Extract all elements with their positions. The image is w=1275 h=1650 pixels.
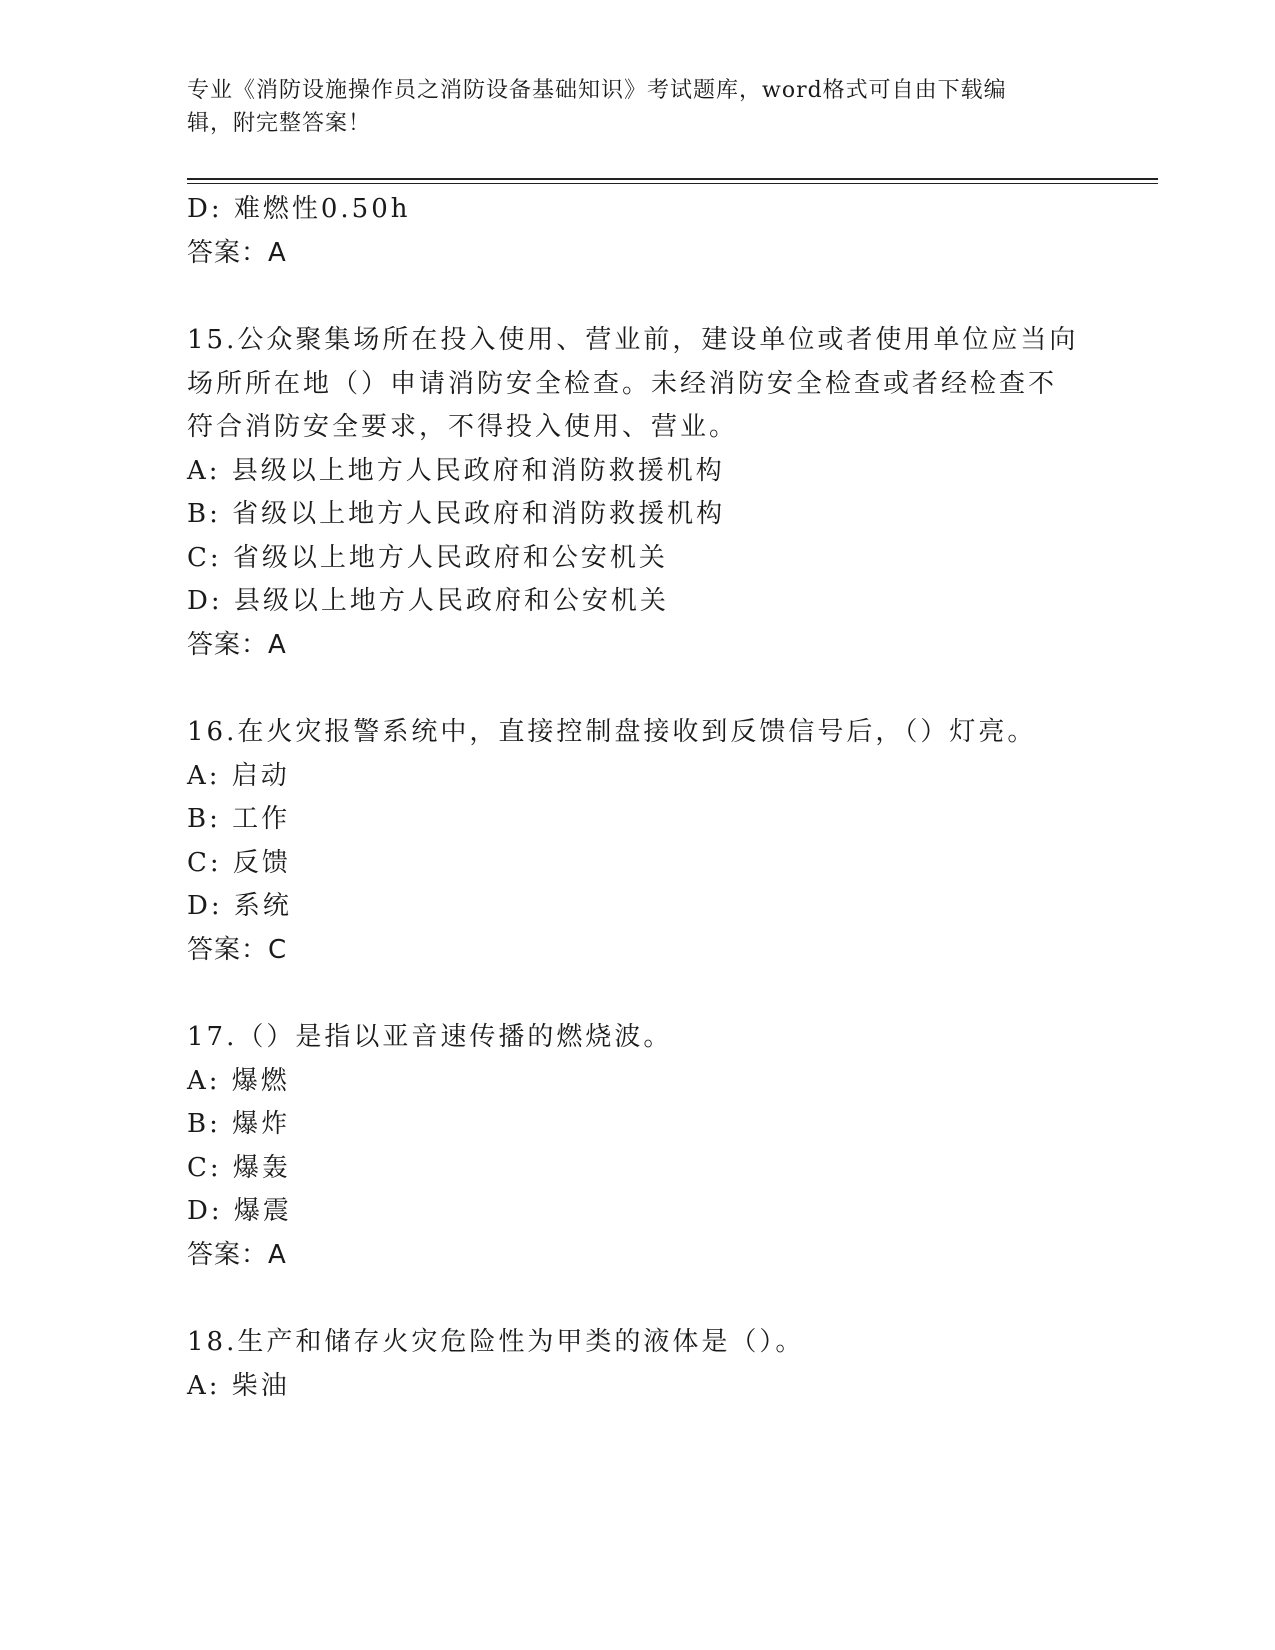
option-d: D: 难燃性0.50h: [187, 194, 411, 224]
option-b: B: 工作: [187, 804, 291, 834]
option-b: B: 省级以上地方人民政府和消防救援机构: [187, 499, 726, 529]
header-divider-thin: [187, 183, 1158, 184]
option-d: D: 县级以上地方人民政府和公安机关: [187, 586, 669, 616]
header-line-1: 专业《消防设施操作员之消防设备基础知识》考试题库，word格式可自由下载编: [187, 78, 1007, 103]
option-a: A: 柴油: [187, 1371, 290, 1401]
option-b: B: 爆炸: [187, 1109, 291, 1139]
question-stem-line: 场所所在地（）申请消防安全检查。未经消防安全检查或者经检查不: [187, 369, 1058, 399]
question-stem-line: 15.公众聚集场所在投入使用、营业前，建设单位或者使用单位应当向: [187, 325, 1079, 355]
option-d: D: 爆震: [187, 1196, 292, 1226]
question-stem-line: 18.生产和储存火灾危险性为甲类的液体是（）。: [187, 1327, 805, 1357]
answer-line: 答案：A: [187, 238, 287, 268]
option-c: C: 爆轰: [187, 1153, 291, 1183]
question-stem-line: 16.在火灾报警系统中，直接控制盘接收到反馈信号后，（）灯亮。: [187, 717, 1037, 747]
question-stem-line: 17.（）是指以亚音速传播的燃烧波。: [187, 1022, 673, 1052]
option-a: A: 爆燃: [187, 1066, 290, 1096]
option-a: A: 启动: [187, 761, 290, 791]
option-a: A: 县级以上地方人民政府和消防救援机构: [187, 456, 725, 486]
option-d: D: 系统: [187, 891, 292, 921]
header-divider-thick: [187, 178, 1158, 180]
answer-line: 答案：A: [187, 630, 287, 660]
document-header: [187, 74, 1077, 140]
option-c: C: 省级以上地方人民政府和公安机关: [187, 543, 668, 573]
question-stem-line: 符合消防安全要求，不得投入使用、营业。: [187, 412, 739, 442]
answer-line: 答案：A: [187, 1240, 287, 1270]
header-line-2: 辑，附完整答案！: [187, 111, 372, 136]
answer-line: 答案：C: [187, 935, 288, 965]
option-c: C: 反馈: [187, 848, 291, 878]
